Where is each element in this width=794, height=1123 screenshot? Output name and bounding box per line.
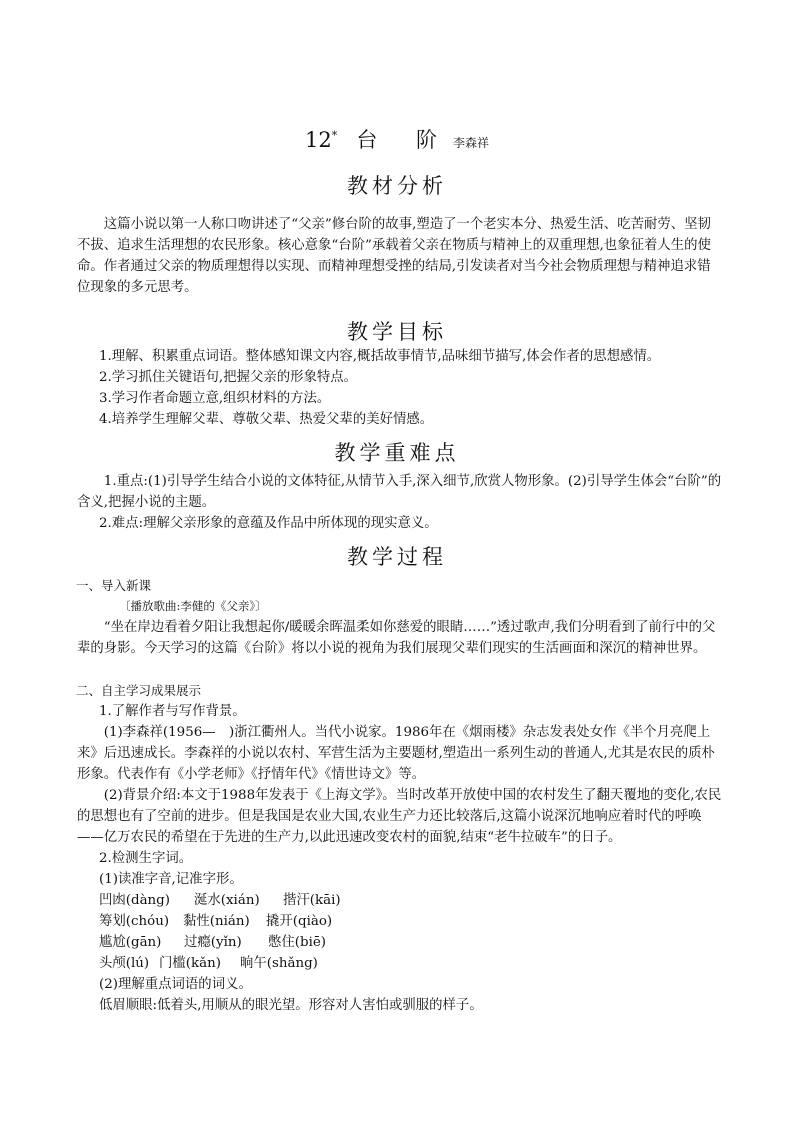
music-note: 〔播放歌曲:李健的《父亲》〕 — [119, 599, 267, 613]
vocabulary-word: 晌午(shǎng) — [240, 956, 318, 971]
sub-item-pronunciation: (1)读准字音,记准字形。 — [99, 872, 243, 887]
goal-item: 1.理解、积累重点词语。整体感知课文内容,概括故事情节,品味细节描写,体会作者的思想感情。 — [99, 349, 661, 364]
vocabulary-word: 憋住(biē) — [268, 935, 327, 950]
vocabulary-word: 头颅(lú) — [99, 956, 150, 971]
heading-goals: 教学目标 — [347, 320, 447, 344]
analysis-paragraph: 这篇小说以第一人称口吻讲述了“父亲”修台阶的故事,塑造了一个老实本分、热爱生活、吃苦耐劳、坚韧不拔、追求生活理想的农民形象。核心意象“台阶”承载着父亲在物质与精神上的双重理想,也象征着人生的使命。作者通过父亲的物质理想得以实现、而精神理想受挫的结局,引发读者对当今社会物质理想与精神追求错位现象的多元思考。 — [77, 217, 711, 295]
word-definition: 低眉顺眼:低着头,用顺从的眼光望。形容对人害怕或驯服的样子。 — [99, 998, 483, 1013]
intro-paragraph: “坐在岸边看着夕阳让我想起你/暖暖余晖温柔如你慈爱的眼睛……”透过歌声,我们分明看到了前行中的父辈的身影。今天学习的这篇《台阶》将以小说的视角为我们展现父辈们现实的生活画面和深沉的精神世界。 — [77, 620, 716, 656]
heading-process: 教学过程 — [347, 545, 447, 569]
vocabulary-word: 撬开(qiào) — [266, 914, 333, 929]
lesson-author: 李森祥 — [453, 136, 490, 150]
lesson-name: 台 阶 — [356, 128, 453, 152]
vocabulary-word: 过瘾(yǐn) — [184, 935, 242, 950]
item-vocabulary: 2.检测生字词。 — [99, 851, 193, 866]
vocabulary-word: 揩汗(kāi) — [283, 893, 341, 908]
section-heading-intro: 一、导入新课 — [76, 578, 152, 593]
heading-analysis: 教材分析 — [347, 174, 447, 198]
heading-key-points: 教学重难点 — [334, 441, 460, 465]
sub-item-word-meaning: (2)理解重点词语的词义。 — [99, 977, 252, 992]
vocabulary-word: 门槛(kǎn) — [159, 956, 221, 971]
difficult-point: 2.难点:理解父亲形象的意蕴及作品中所体现的现实意义。 — [99, 516, 438, 531]
vocabulary-word: 筹划(chóu) — [99, 914, 170, 929]
key-points-paragraph: 1.重点:(1)引导学生结合小说的文体特征,从情节入手,深入细节,欣赏人物形象。(2)引导学生体会“台阶”的含义,把握小说的主题。 — [77, 474, 722, 510]
author-intro-paragraph: (1)李森祥(1956— )浙江衢州人。当代小说家。1986年在《烟雨楼》杂志发表处女作《半个月亮爬上来》后迅速成长。李森祥的小说以农村、军营生活为主要题材,塑造出一系列生动的普通人,尤其是农民的质朴形象。代表作有《小学老师》《抒情年代》《情世诗文》等。 — [77, 725, 715, 782]
vocabulary-word: 涎水(xián) — [194, 893, 260, 908]
item-author-background: 1.了解作者与写作背景。 — [99, 704, 246, 719]
vocabulary-word: 凹凼(dàng) — [99, 893, 170, 908]
section-heading-self-study: 二、自主学习成果展示 — [76, 683, 202, 698]
background-paragraph: (2)背景介绍:本文于1988年发表于《上海文学》。当时改革开放使中国的农村发生了翻天覆地的变化,农民的思想也有了空前的进步。但是我国是农业大国,农业生产力还比较落后,这篇小说深沉地响应着时代的呼唤——亿万农民的希望在于先进的生产力,以此迅速改变农村的面貌,结束“老牛拉破车”的日子。 — [77, 788, 722, 845]
vocabulary-word: 尴尬(gān) — [99, 935, 162, 950]
goal-item: 3.学习作者命题立意,组织材料的方法。 — [99, 391, 331, 406]
goal-item: 4.培养学生理解父辈、尊敬父辈、热爱父辈的美好情感。 — [99, 412, 434, 427]
vocabulary-word: 黏性(nián) — [183, 914, 250, 929]
lesson-number: 12* — [304, 128, 338, 152]
lesson-title — [0, 124, 794, 154]
goal-item: 2.学习抓住关键语句,把握父亲的形象特点。 — [99, 370, 358, 385]
